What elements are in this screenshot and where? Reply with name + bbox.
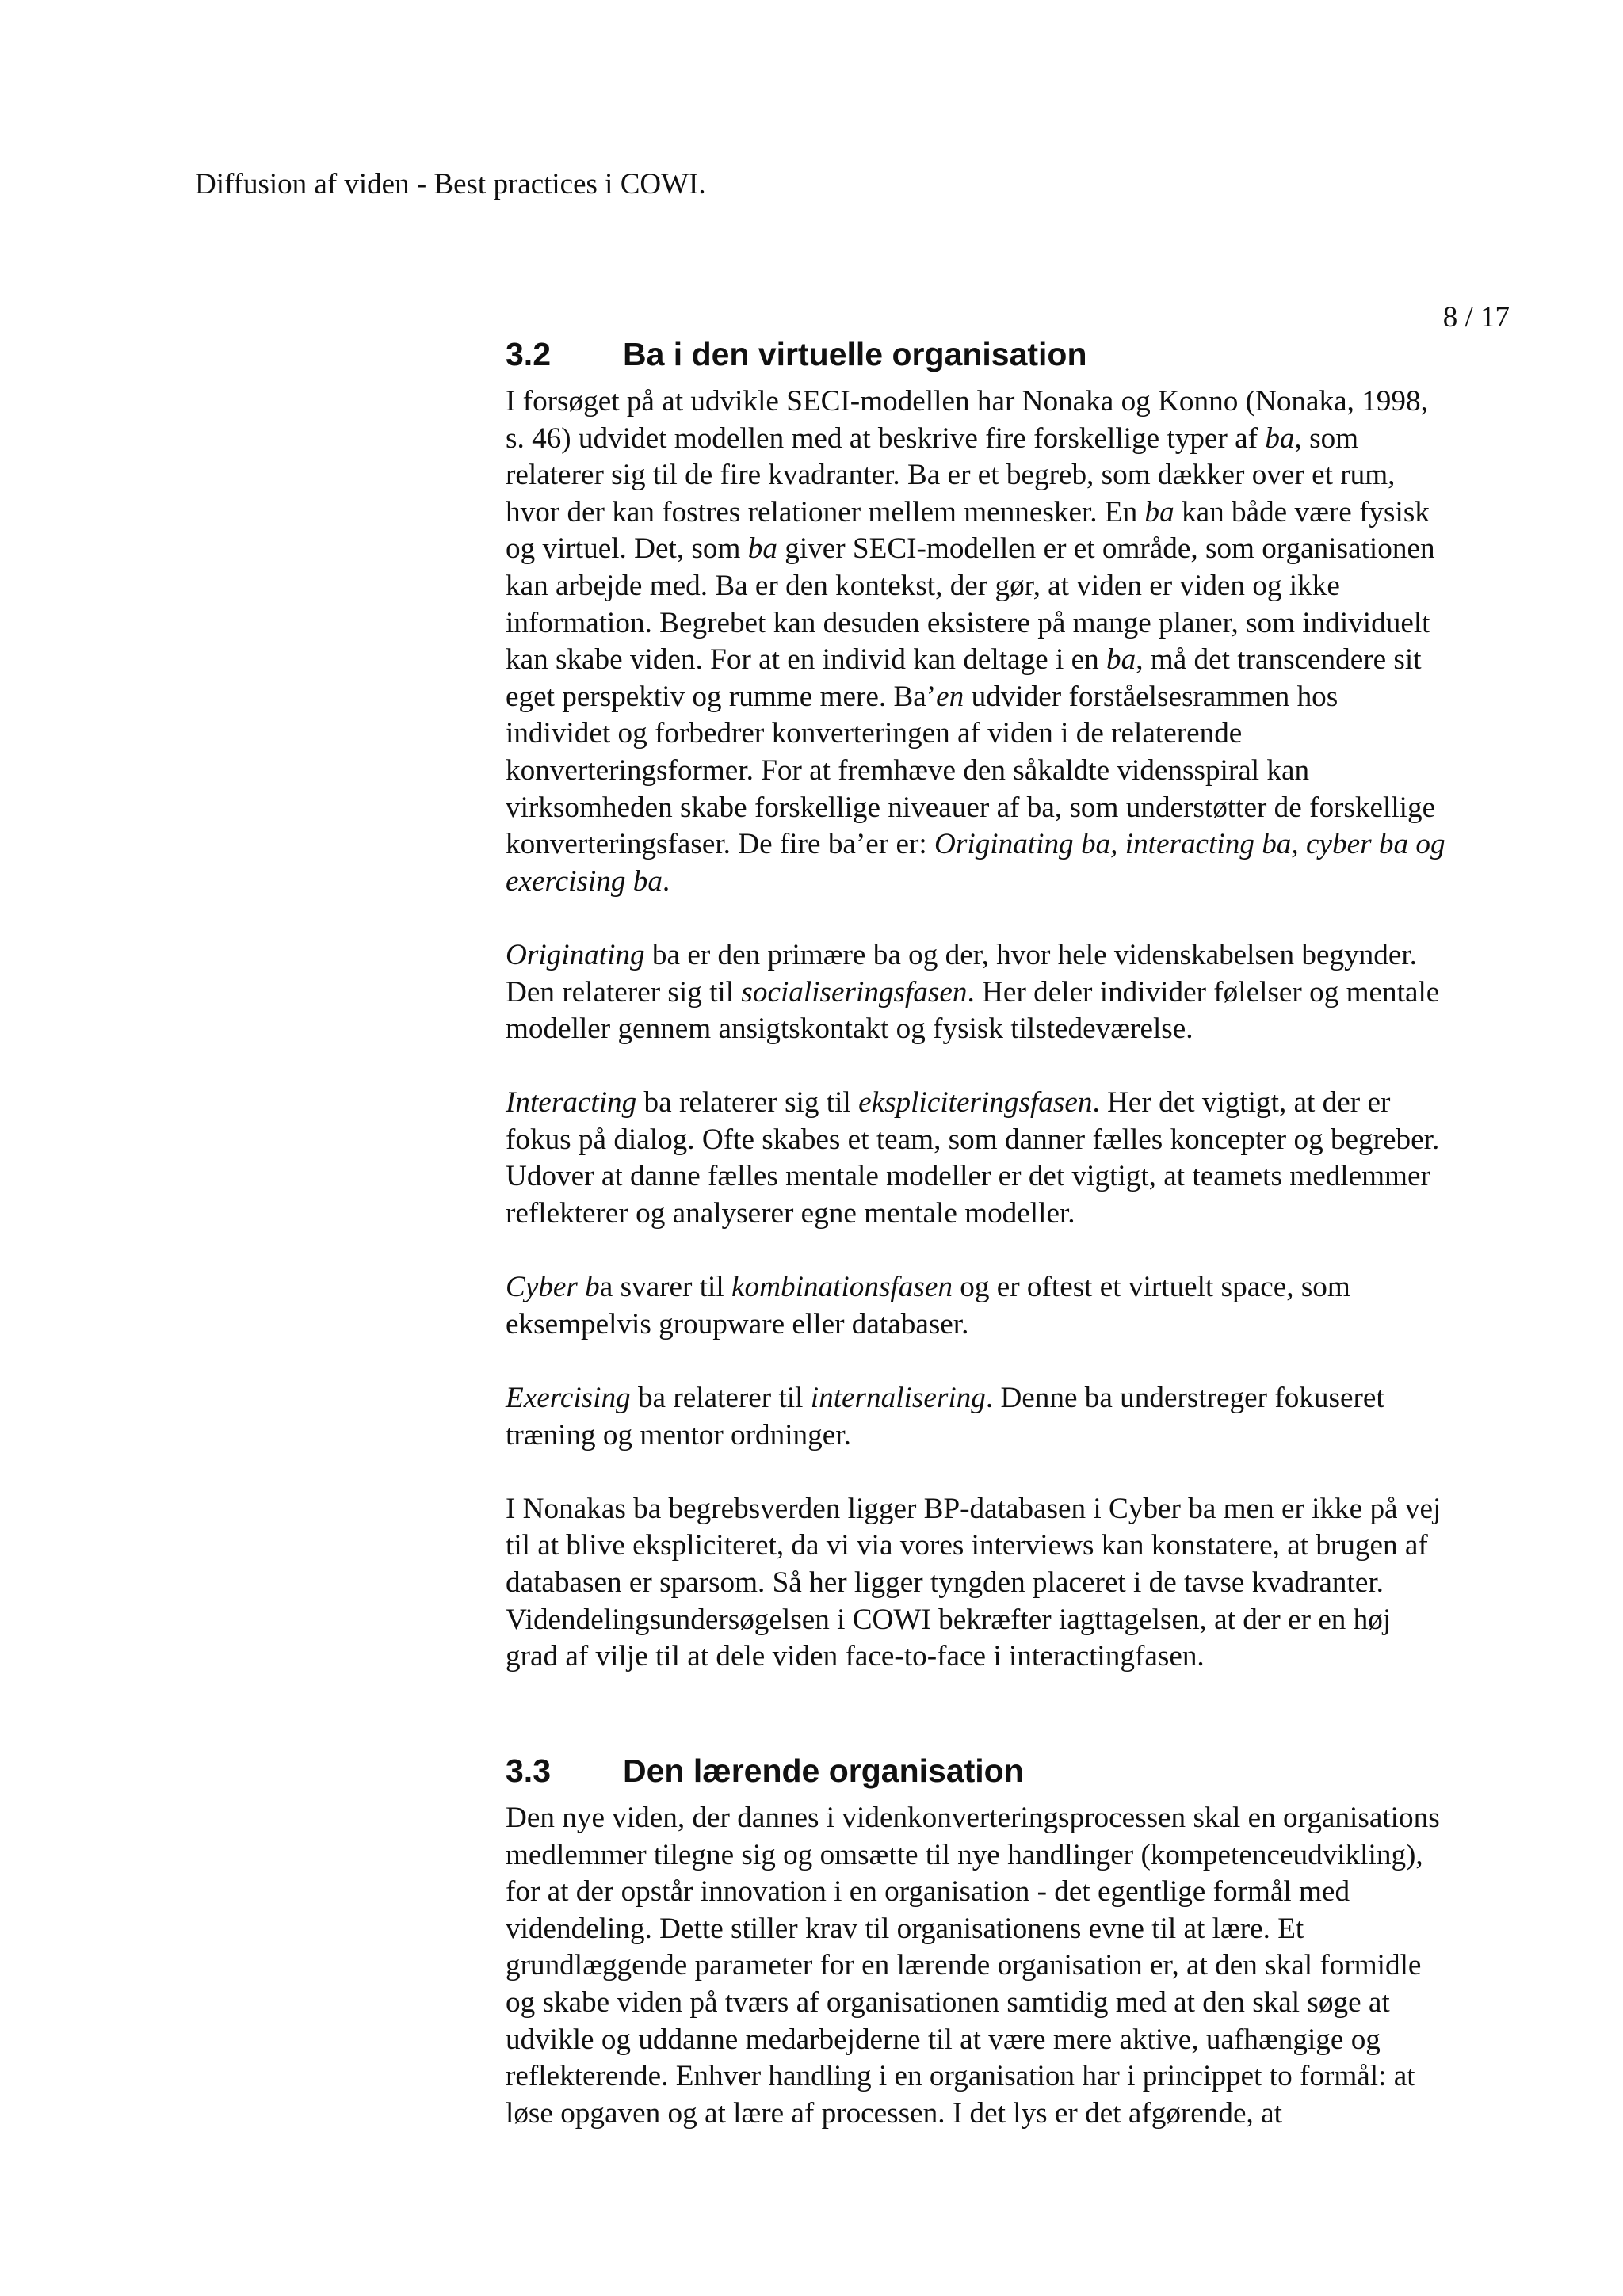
text-run: ba er den primære ba og der, hvor hele videnskabelsen begynder.: [644, 938, 1417, 971]
text-line: [506, 1417, 1520, 1455]
section-title: Den lærende organisation: [623, 1753, 1024, 1789]
text-line: [506, 383, 1520, 421]
text-run: videndeling. Dette stiller krav til organisationens evne til at lære. Et: [506, 1912, 1304, 1945]
text-run: giver SECI-modellen er et område, som organisationen: [777, 532, 1435, 566]
text-line: [506, 2058, 1520, 2096]
text-line: [506, 1011, 1520, 1048]
text-line: [506, 1269, 1520, 1306]
paragraph-gap: [506, 1233, 1520, 1270]
text-line: [506, 1380, 1520, 1417]
text-run: ba relaterer sig til: [636, 1086, 859, 1119]
text-line: [506, 2022, 1520, 2059]
text-run: udvikle og uddanne medarbejderne til at være mere aktive, uafhængige og: [506, 2023, 1381, 2056]
text-run: I forsøget på at udvikle SECI-modellen har Nonaka og Konno (Nonaka, 1998,: [506, 385, 1428, 418]
italic-term: ba: [1106, 643, 1136, 677]
paragraph-gap: [506, 1343, 1520, 1380]
text-line: [506, 790, 1520, 827]
paragraph: [506, 937, 1520, 1048]
text-run: Den nye viden, der dannes i videnkonverteringsprocessen skal en organisations: [506, 1802, 1440, 1834]
section-3-3: [506, 1751, 1520, 2132]
text-run: reflekterer og analyserer egne mentale modeller.: [506, 1197, 1075, 1230]
text-run: Den relaterer sig til: [506, 975, 742, 1009]
italic-term: Exercising: [506, 1382, 631, 1415]
paragraph-gap: [506, 900, 1520, 937]
italic-term: exercising ba: [506, 864, 663, 898]
paragraph-gap: [506, 1454, 1520, 1491]
text-run: relaterer sig til de fire kvadranter. Ba er et begreb, som dækker over et rum,: [506, 459, 1396, 492]
section-title: Ba i den virtuelle organisation: [623, 336, 1087, 372]
text-run: .: [662, 864, 670, 898]
text-run: fokus på dialog. Ofte skabes et team, som danner fælles koncepter og begreber.: [506, 1123, 1440, 1156]
section-body: [506, 1800, 1520, 2132]
text-run: til at blive eksplicitere: [506, 1529, 769, 1562]
text-line: [506, 421, 1520, 458]
text-run: hvor der kan fostres relationer mellem mennesker. En: [506, 495, 1145, 528]
italic-term: ba: [1144, 495, 1174, 528]
paragraph: [506, 1800, 1520, 2132]
text-run: eksempelvis groupware eller databaser.: [506, 1307, 969, 1341]
text-run: og skabe viden på tværs af organisationen samtidig med at den skal søge at: [506, 1985, 1390, 2019]
paragraph-gap: [506, 1048, 1520, 1085]
italic-term: Originating: [506, 938, 645, 971]
italic-term: internalisering: [810, 1382, 986, 1415]
text-line: [506, 1196, 1520, 1233]
text-line: [506, 2096, 1520, 2133]
italic-term: kombinationsfasen: [731, 1271, 953, 1304]
text-line: [506, 494, 1520, 532]
text-line: [506, 1527, 1520, 1565]
text-run: kan både være fysisk: [1174, 495, 1430, 528]
text-line: [506, 974, 1520, 1012]
text-run: træning og mentor ordninger.: [506, 1418, 851, 1451]
text-run: individet og forbedrer konverteringen af viden i de relaterende: [506, 717, 1243, 750]
text-run: udvider forståelsesrammen hos: [964, 680, 1338, 713]
text-run: . Denne ba understreger fokuseret: [985, 1382, 1384, 1415]
text-line: [506, 1085, 1520, 1122]
text-line: [506, 1602, 1520, 1639]
text-run: grad af vilje til at dele viden face-to-face i interactingfasen.: [506, 1640, 1205, 1673]
text-line: [506, 531, 1520, 568]
italic-term: socialiseringsfasen: [741, 975, 968, 1009]
text-line: [506, 1565, 1520, 1602]
text-line: [506, 1985, 1520, 2022]
section-heading: [506, 334, 1520, 374]
paragraph: [506, 1491, 1520, 1676]
text-run: konverteringsfaser. De fire ba’er er:: [506, 828, 935, 861]
text-line: [506, 1837, 1520, 1875]
paragraph: [506, 1380, 1520, 1454]
text-run: reflekterende. Enhver handling i en organisation har i princippet to formål: at: [506, 2060, 1415, 2093]
text-run: , som: [1294, 421, 1359, 455]
text-line: [506, 1911, 1520, 1948]
text-line: [506, 826, 1520, 864]
text-run: og er oftest et virtuelt space, som: [952, 1271, 1350, 1304]
paragraph: [506, 383, 1520, 900]
text-line: [506, 1158, 1520, 1196]
text-run: og virtuel. Det, som: [506, 532, 748, 566]
section-heading: [506, 1751, 1520, 1791]
text-line: [506, 937, 1520, 974]
text-run: s. 46) udvidet modellen med at beskrive fire forskellige typer af: [506, 421, 1266, 455]
text-line: [506, 679, 1520, 716]
text-line: [506, 1874, 1520, 1911]
text-run: Udover at danne fælles mentale modeller er det vigtigt, at teamets medlemmer: [506, 1160, 1430, 1193]
paragraph: [506, 1269, 1520, 1343]
text-line: [506, 642, 1520, 679]
text-run: medlemmer tilegne sig og omsætte til nye handlinger (kompetenceudvikling),: [506, 1838, 1423, 1871]
text-line: [506, 1800, 1520, 1837]
text-run: I Nonakas ba begrebsverden ligger BP-databasen i Cyber ba men er ikke på vej: [506, 1492, 1442, 1525]
text-line: [506, 753, 1520, 790]
text-run: . Her deler individer følelser og mentale: [967, 975, 1440, 1009]
text-line: [506, 1306, 1520, 1344]
text-line: [506, 605, 1520, 643]
text-line: [506, 715, 1520, 753]
text-line: [506, 1491, 1520, 1528]
section-number: 3.2: [506, 336, 551, 372]
text-run: grundlæggende parameter for en lærende organisation er, at den skal formidle: [506, 1949, 1422, 1982]
text-run: , må det transcendere sit: [1136, 643, 1422, 677]
text-run: information. Begrebet kan desuden eksistere på mange planer, som individuelt: [506, 606, 1430, 639]
text-run: Videndelingsundersøgelsen i COWI bekræfter iagttagelsen, at der er en høj: [506, 1603, 1392, 1636]
italic-term: Originating ba, interacting ba, cyber ba og: [934, 828, 1445, 861]
text-run: eget perspektiv og rumme mere. Ba’: [506, 680, 937, 713]
text-run: t, da vi via vores interviews kan konstatere, at brugen af: [768, 1529, 1428, 1562]
text-run: konverteringsformer. For at fremhæve den såkaldte vidensspiral kan: [506, 753, 1310, 787]
text-line: [506, 1122, 1520, 1159]
text-run: . Her det vigtigt, at der er: [1092, 1086, 1391, 1119]
paragraph: [506, 1085, 1520, 1232]
text-line: [506, 457, 1520, 494]
text-run: ba relaterer til: [630, 1382, 811, 1415]
italic-term: en: [936, 680, 964, 713]
text-run: kan skabe viden. For at en individ kan deltage i en: [506, 643, 1107, 677]
text-line: [506, 1638, 1520, 1676]
italic-term: ba: [1265, 421, 1295, 455]
italic-term: ba: [747, 532, 777, 566]
italic-term: ekspliciteringsfasen: [858, 1086, 1093, 1119]
italic-term: Interacting: [506, 1086, 637, 1119]
text-run: a svarer til: [599, 1271, 732, 1304]
text-run: virksomheden skabe forskellige niveauer af ba, som understøtter de forskellige: [506, 791, 1436, 824]
text-run: løse opgaven og at lære af processen. I det lys er det afgørende, at: [506, 2096, 1282, 2130]
running-header: Diffusion af viden - Best practices i COWI.: [195, 168, 706, 200]
text-run: databasen er sparsom. Så her ligger tyngden placeret i de tavse kvadranter.: [506, 1566, 1384, 1599]
italic-term: Cyber b: [506, 1271, 600, 1304]
text-run: kan arbejde med. Ba er den kontekst, der gør, at viden er viden og ikke: [506, 569, 1340, 602]
section-body: [506, 383, 1520, 1676]
section-3-2: [506, 334, 1520, 1676]
section-number: 3.3: [506, 1753, 551, 1789]
text-run: for at der opstår innovation i en organisation - det egentlige formål med: [506, 1875, 1350, 1909]
text-line: [506, 568, 1520, 605]
page-number: 8 / 17: [1442, 301, 1510, 334]
text-line: [506, 864, 1520, 901]
text-run: modeller gennem ansigtskontakt og fysisk tilstedeværelse.: [506, 1013, 1193, 1046]
text-line: [506, 1947, 1520, 1985]
